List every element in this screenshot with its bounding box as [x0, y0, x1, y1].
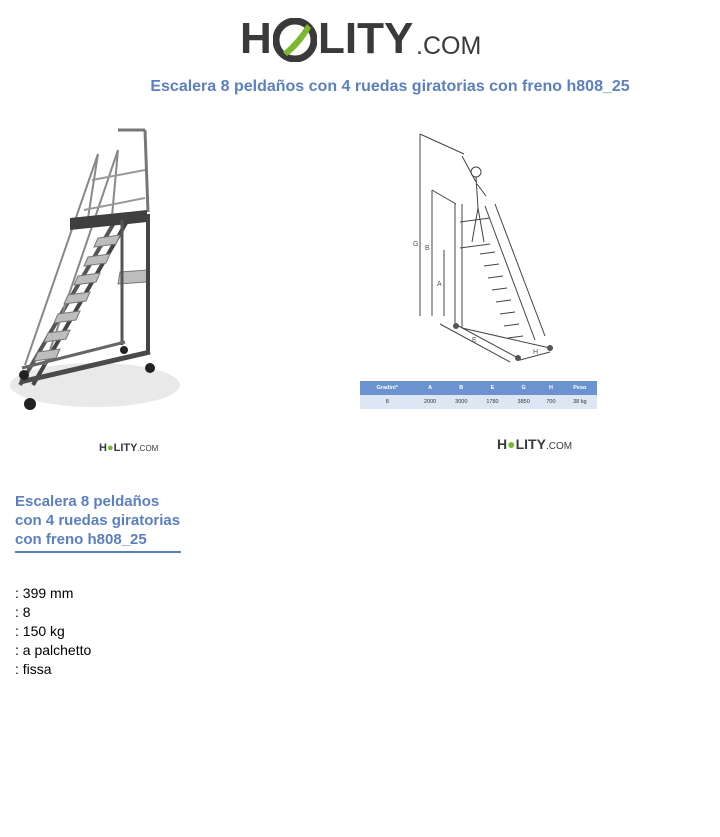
table-cell: 700	[539, 395, 562, 409]
table-cell: 38 kg	[563, 395, 597, 409]
table-header: A	[415, 381, 446, 395]
table-header: B	[446, 381, 477, 395]
product-name-heading: Escalera 8 peldaños con 4 ruedas giratorias con freno h808_25	[15, 492, 181, 553]
diagram-label-a: A	[437, 281, 442, 288]
logo-text-h: H	[240, 14, 272, 63]
logo-text-h: H	[99, 442, 107, 454]
photo-watermark-logo	[99, 442, 158, 454]
logo-text-lity: LITY	[113, 442, 138, 454]
product-photo[interactable]	[0, 120, 190, 420]
spec-list	[15, 584, 91, 679]
diagram-label-h: H	[533, 349, 539, 356]
holity-logo[interactable]	[240, 12, 490, 68]
table-cell: 2000	[415, 395, 446, 409]
page-title: Escalera 8 peldaños con 4 ruedas giratorias con freno h808_25	[150, 78, 630, 95]
spec-line: : a palchetto	[15, 642, 92, 658]
logo-text-com: .COM	[137, 444, 159, 453]
spec-line: : 399 mm	[15, 585, 74, 601]
table-header: Peso	[563, 381, 597, 395]
spec-line: : 150 kg	[15, 623, 65, 639]
spec-table-header-row	[360, 381, 597, 395]
diagram-label-b: B	[425, 245, 430, 252]
logo-text-com: .COM	[416, 32, 482, 60]
table-row	[360, 395, 597, 409]
diagram-label-g: G	[413, 241, 419, 248]
spec-line: : fissa	[15, 661, 52, 677]
table-header: E	[477, 381, 508, 395]
diagram-label-e: E	[472, 337, 477, 344]
table-cell: 3000	[446, 395, 477, 409]
logo-text-com: .COM	[545, 441, 573, 452]
diagram-watermark-logo	[497, 436, 572, 452]
logo-o-icon: ●	[507, 436, 516, 452]
table-cell: 1780	[477, 395, 508, 409]
logo-text-lity: LITY	[515, 436, 546, 452]
logo-o-icon: ●	[106, 442, 114, 454]
logo-o-icon	[273, 18, 317, 62]
table-cell: 3850	[508, 395, 539, 409]
spec-table	[360, 381, 597, 409]
table-header: H	[539, 381, 562, 395]
spec-line: : 8	[15, 604, 31, 620]
logo-text-lity: LITY	[318, 14, 414, 63]
technical-diagram[interactable]	[400, 126, 570, 366]
logo-text-h: H	[497, 436, 508, 452]
table-header: Gradini*	[360, 381, 415, 395]
table-cell: 8	[360, 395, 415, 409]
table-header: G	[508, 381, 539, 395]
